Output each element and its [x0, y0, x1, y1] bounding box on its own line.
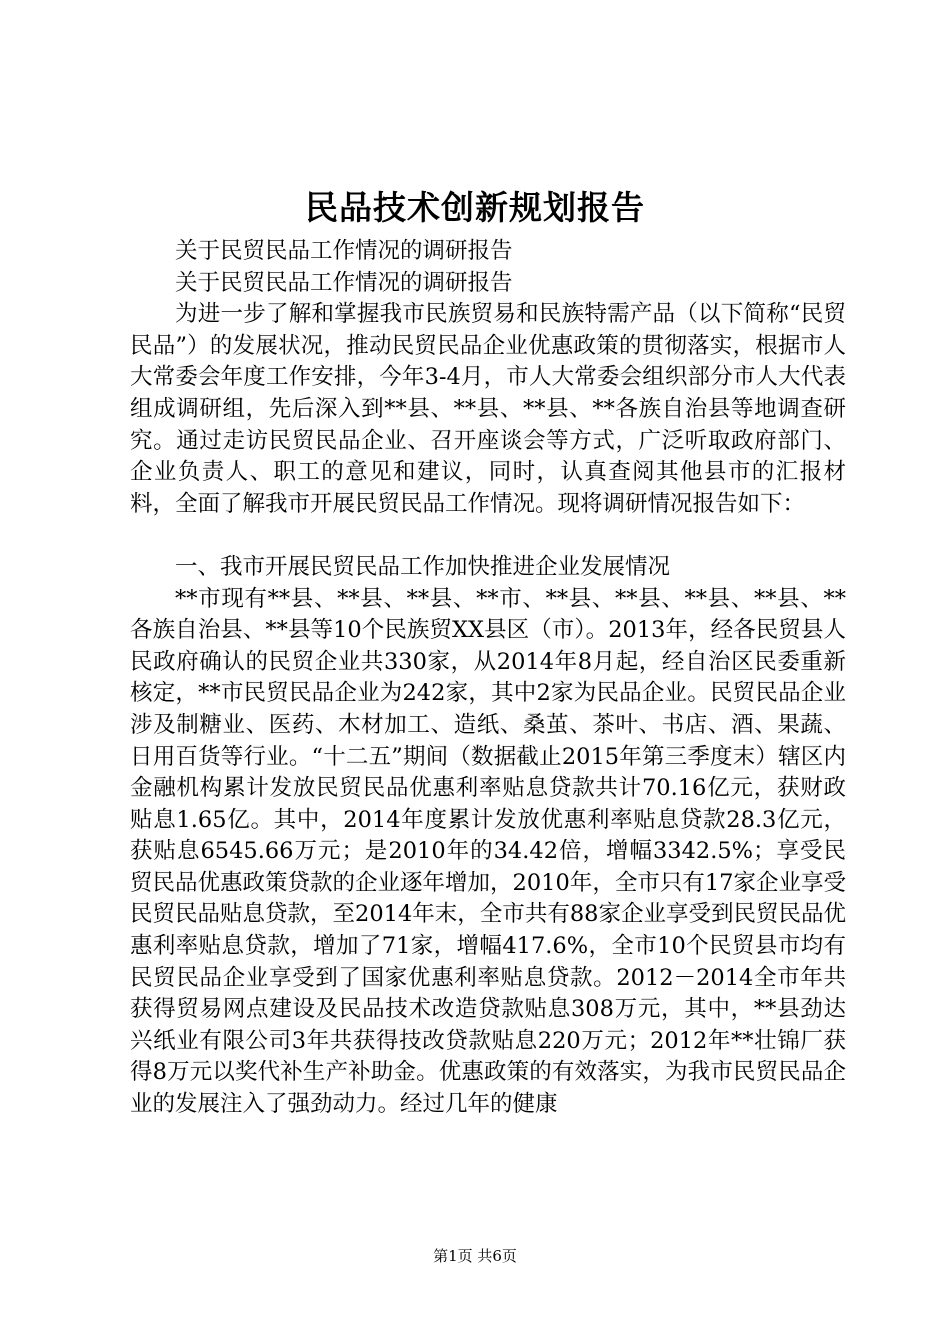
document-body	[130, 236, 846, 1121]
paragraph-section-1: **市现有**县、**县、**县、**市、**县、**县、**县、**县、**各族自治县、**县等10个民族贸XX县区（市）。2013年，经各民贸县人民政府确认的民贸企业共330家，从2014年8月起，经自治区民委重新核定，**市民贸民品企业为242家，其中2家为民品企业。民贸民品企业涉及制糖业、医药、木材加工、造纸、桑茧、茶叶、书店、酒、果蔬、日用百货等行业。“十二五”期间（数据截止2015年第三季度末）辖区内金融机构累计发放民贸民品优惠利率贴息贷款共计70.16亿元，获财政贴息1.65亿。其中，2014年度累计发放优惠利率贴息贷款28.3亿元，获贴息6545.66万元；是2010年的34.42倍，增幅3342.5%；享受民贸民品优惠政策贷款的企业逐年增加，2010年，全市只有17家企业享受民贸民品贴息贷款，至2014年末，全市共有88家企业享受到民贸民品优惠利率贴息贷款，增加了71家，增幅417.6%，全市10个民贸县市均有民贸民品企业享受到了国家优惠利率贴息贷款。2012－2014全市年共获得贸易网点建设及民品技术改造贷款贴息308万元，其中，**县劲达兴纸业有限公司3年共获得技改贷款贴息220万元；2012年**壮锦厂获得8万元以奖代补生产补助金。优惠政策的有效落实，为我市民贸民品企业的发展注入了强劲动力。经过几年的健康	[130, 585, 846, 1118]
page-number: 第1页 共6页	[433, 1247, 517, 1265]
paragraph-intro: 为进一步了解和掌握我市民族贸易和民族特需产品（以下简称“民贸民品”）的发展状况，推动民贸民品企业优惠政策的贯彻落实，根据市人大常委会年度工作安排，今年3-4月，市人大常委会组织部分市人大代表组成调研组，先后深入到**县、**县、**县、**各族自治县等地调查研究。通过走访民贸民品企业、召开座谈会等方式，广泛听取政府部门、企业负责人、职工的意见和建议，同时，认真查阅其他县市的汇报材料，全面了解我市开展民贸民品工作情况。现将调研情况报告如下：	[130, 301, 846, 517]
section-heading: 一、我市开展民贸民品工作加快推进企业发展情况	[175, 553, 671, 580]
document-title: 民品技术创新规划报告	[305, 188, 645, 227]
paragraph-subtitle-2: 关于民贸民品工作情况的调研报告	[175, 269, 513, 296]
paragraph-subtitle-1: 关于民贸民品工作情况的调研报告	[175, 238, 513, 264]
